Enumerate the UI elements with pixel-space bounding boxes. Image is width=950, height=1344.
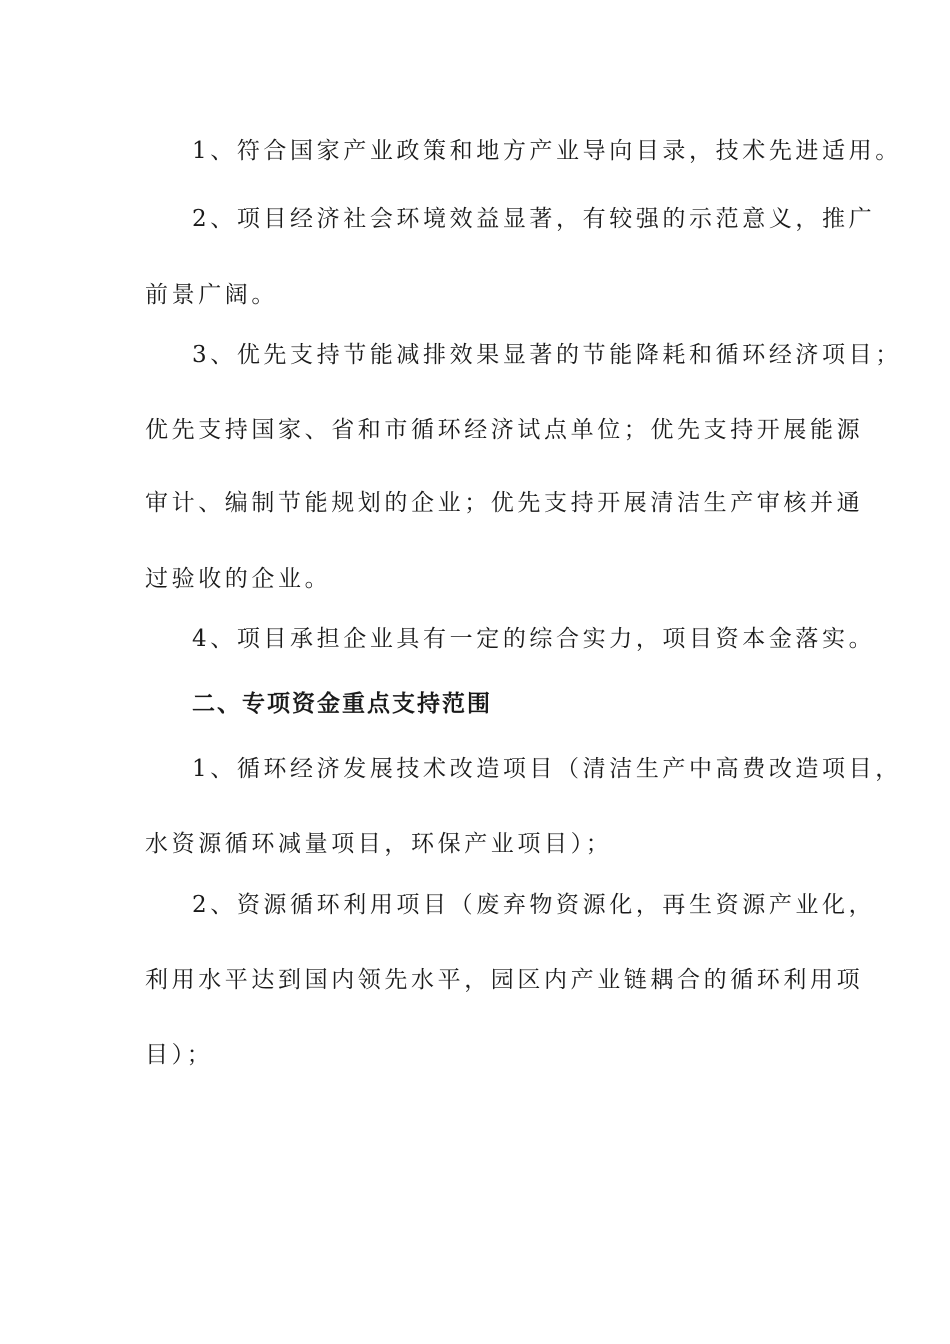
criterion-3-text-cont-3: 过验收的企业。 [145,566,332,592]
criterion-2-text-cont: 前景广阔。 [145,282,278,308]
criterion-2-text: 2、项目经济社会环境效益显著，有较强的示范意义，推广 [192,206,876,232]
criterion-3-text: 3、优先支持节能减排效果显著的节能降耗和循环经济项目； [192,342,902,368]
scope-1-text: 1、循环经济发展技术改造项目（清洁生产中高费改造项目， [192,756,902,782]
criterion-3-text-cont-1: 优先支持国家、省和市循环经济试点单位；优先支持开展能源 [145,417,864,443]
scope-1-text-cont: 水资源循环减量项目，环保产业项目）； [145,831,613,857]
criterion-4-text: 4、项目承担企业具有一定的综合实力，项目资本金落实。 [192,626,876,652]
criterion-1-text: 1、符合国家产业政策和地方产业导向目录，技术先进适用。 [192,138,902,164]
section-heading: 二、专项资金重点支持范围 [192,691,492,717]
scope-2-text: 2、资源循环利用项目（废弃物资源化，再生资源产业化， [192,892,876,918]
criterion-3-text-cont-2: 审计、编制节能规划的企业；优先支持开展清洁生产审核并通 [145,490,864,516]
scope-2-text-cont-2: 目）； [145,1042,214,1068]
scope-2-text-cont-1: 利用水平达到国内领先水平，园区内产业链耦合的循环利用项 [145,967,864,993]
